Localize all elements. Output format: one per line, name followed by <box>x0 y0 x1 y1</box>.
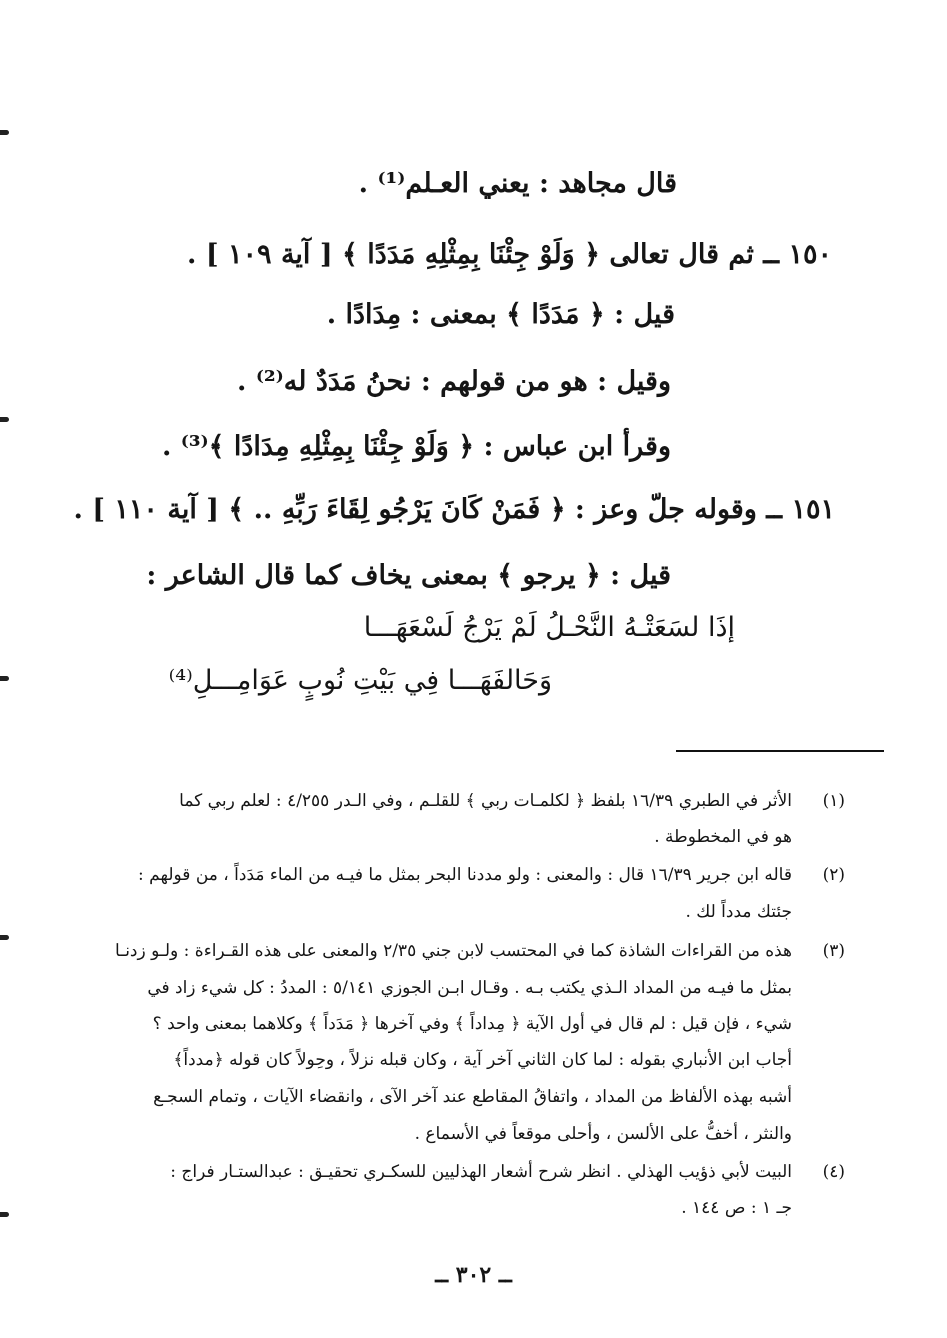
body-line: قيل : ﴿ يرجو ﴾ بمعنى يخاف كما قال الشاعر : <box>146 560 671 591</box>
body-line: قيل : ﴿ مَدَدًا ﴾ بمعنى : مِدَادًا . <box>326 299 675 330</box>
footnote-number: (٤) <box>822 1162 845 1182</box>
verse-line: وَحَالفَهَـــا فِي بَيْتِ نُوبٍ عَوَامِـــلِ⁽⁴⁾ <box>168 665 552 696</box>
footnote-line: أشبه بهذه الألفاظ من المداد ، واتفاقُ المقاطع عند آخر الآى ، وانقضاء الآيات ، وتمام السجـع <box>153 1087 792 1107</box>
footnote-line: شيء ، فإن قيل : لم قال في أول الآية ﴿ مِداداً ﴾ وفي آخرها ﴿ مَدَداً ﴾ وكلاهما بمعنى واحد ؟ <box>152 1014 792 1034</box>
body-line: ١٥١ ــ وقوله جلّ وعز : ﴿ فَمَنْ كَانَ يَرْجُو لِقَاءَ رَبِّهِ .. ﴾ [ آية ١١٠ ] . <box>73 494 835 525</box>
footnote-line: هذه من القراءات الشاذة كما في المحتسب لابن جني ٢/٣٥ والمعنى على هذه القـراءة : ولـو زدنـا <box>115 941 792 961</box>
footnote-line: هو في المخطوطة . <box>654 827 792 847</box>
body-line: قال مجاهد : يعني العـلم⁽¹⁾ . <box>358 168 677 199</box>
body-line: ١٥٠ ــ ثم قال تعالى ﴿ وَلَوْ جِئْنَا بِمِثْلِهِ مَدَدًا ﴾ [ آية ١٠٩ ] . <box>187 239 832 270</box>
body-line: وقيل : هو من قولهم : نحنُ مَدَدٌ له⁽²⁾ . <box>237 366 671 397</box>
footnote-number: (٣) <box>822 941 845 961</box>
edge-mark <box>0 676 9 681</box>
edge-mark <box>0 417 9 422</box>
footnote-line: أجاب ابن الأنباري بقوله : لما كان الثاني آخر آية ، وكان قبله نزلاً ، وحِولاً كان قوله ﴿مدداً﴾ <box>173 1050 792 1070</box>
footnote-line: جـ ١ : ص ١٤٤ . <box>681 1198 792 1218</box>
footnote-line: الأثر في الطبري ١٦/٣٩ بلفظ ﴿ لكلمـات ربي ﴾ للقلـم ، وفي الـدر ٤/٢٥٥ : لعلم ربي كما <box>179 791 792 811</box>
footnote-number: (٢) <box>822 865 845 885</box>
edge-mark <box>0 935 9 940</box>
edge-mark <box>0 1212 9 1217</box>
body-line: وقرأ ابن عباس : ﴿ وَلَوْ جِئْنَا بِمِثْلِهِ مِدَادًا ﴾⁽³⁾ . <box>161 431 671 462</box>
edge-mark <box>0 130 9 135</box>
footnote-number: (١) <box>822 791 845 811</box>
footnote-line: والنثر ، أخفُّ على الألسن ، وأحلى موقعاً في الأسماع . <box>414 1124 792 1144</box>
page-number: ــ ٣٠٢ ــ <box>435 1262 512 1288</box>
footnote-line: قاله ابن جرير ١٦/٣٩ قال : والمعنى : ولو مددنا البحر بمثل ما فيـه من الماء مَدَداً ، من قولهم : <box>138 865 792 885</box>
footnote-line: جئتك مدداً لك . <box>685 902 792 922</box>
footnote-line: البيت لأبي ذؤيب الهذلي . انظر شرح أشعار الهذليين للسكـري تحقيـق : عبدالستـار فراج : <box>170 1162 792 1182</box>
footnote-rule <box>676 750 884 752</box>
footnote-line: بمثل ما فيـه من المداد الـذي يكتب بـه . وقـال ابـن الجوزي ٥/١٤١ : المددُ : كل شيء زاد في <box>147 978 792 998</box>
verse-line: إذَا لسَعَتْـهُ النَّحْـلُ لَمْ يَرْجُ لَسْعَهَـــا <box>363 612 735 643</box>
